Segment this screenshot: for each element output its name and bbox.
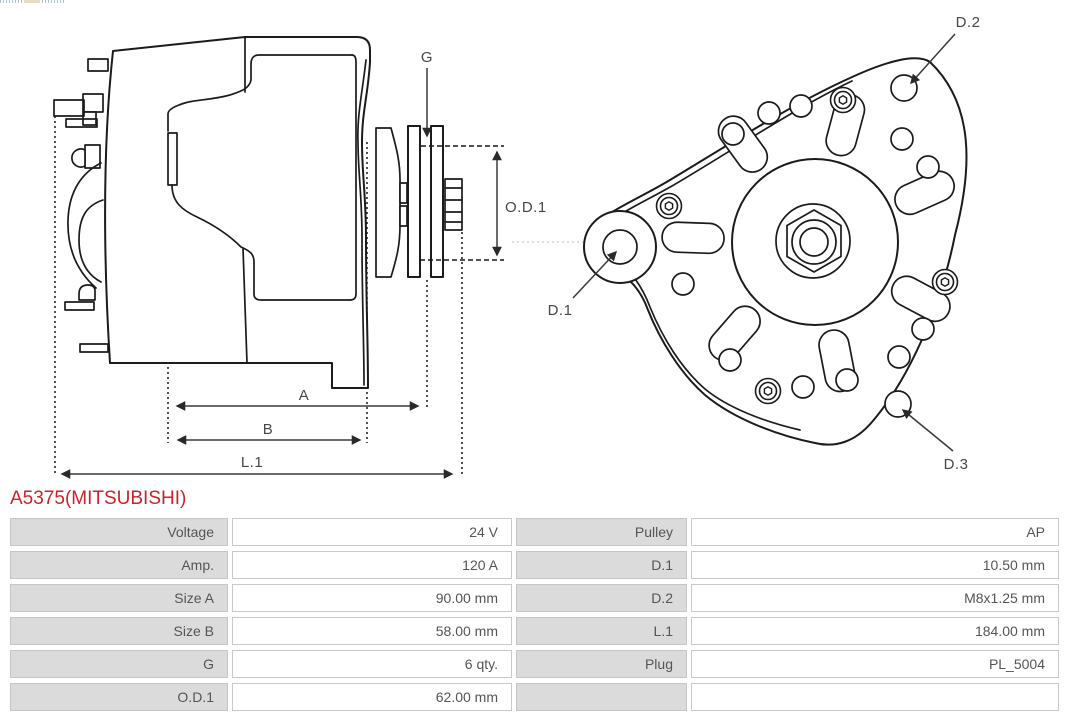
- spec-label-cell: Size B: [10, 617, 228, 645]
- spec-label-cell: D.2: [516, 584, 687, 612]
- spec-value-cell: 10.50 mm: [691, 551, 1059, 579]
- side-view: [54, 37, 597, 477]
- spec-value-cell: 90.00 mm: [232, 584, 512, 612]
- spec-label-cell: G: [10, 650, 228, 678]
- spec-label-cell: O.D.1: [10, 683, 228, 711]
- spec-value-cell: 62.00 mm: [232, 683, 512, 711]
- spec-label-cell: L.1: [516, 617, 687, 645]
- spec-value-cell: 184.00 mm: [691, 617, 1059, 645]
- spec-value-cell: PL_5004: [691, 650, 1059, 678]
- spec-label-cell: Size A: [10, 584, 228, 612]
- spec-table: [10, 518, 1059, 711]
- spec-value-cell: 6 qty.: [232, 650, 512, 678]
- spec-value-cell: [691, 683, 1059, 711]
- dim-label-l1: L.1: [240, 454, 264, 471]
- spec-value-cell: M8x1.25 mm: [691, 584, 1059, 612]
- dim-label-d3: D.3: [943, 456, 969, 473]
- shaft-nut: [732, 159, 898, 325]
- dim-label-b: B: [262, 421, 274, 438]
- dim-label-d1: D.1: [547, 302, 573, 319]
- spec-label-cell: [516, 683, 687, 711]
- front-view: [548, 14, 981, 473]
- spec-label-cell: Plug: [516, 650, 687, 678]
- page-title: A5375(MITSUBISHI): [10, 488, 187, 509]
- mounting-studs: [54, 59, 108, 352]
- hole-d2: [891, 75, 917, 101]
- spec-value-cell: 24 V: [232, 518, 512, 546]
- alternator-body-outline: [105, 37, 370, 388]
- spec-value-cell: 120 A: [232, 551, 512, 579]
- spec-label-cell: Pulley: [516, 518, 687, 546]
- dim-label-od1: O.D.1: [505, 199, 547, 216]
- spec-label-cell: D.1: [516, 551, 687, 579]
- dim-label-d2: D.2: [955, 14, 981, 31]
- pulley-assembly: [376, 126, 462, 277]
- dim-label-a: A: [298, 387, 310, 404]
- spec-label-cell: Amp.: [10, 551, 228, 579]
- spec-value-cell: AP: [691, 518, 1059, 546]
- spec-value-cell: 58.00 mm: [232, 617, 512, 645]
- spec-label-cell: Voltage: [10, 518, 228, 546]
- dim-label-g: G: [420, 49, 434, 66]
- pulley-hub: [584, 211, 656, 283]
